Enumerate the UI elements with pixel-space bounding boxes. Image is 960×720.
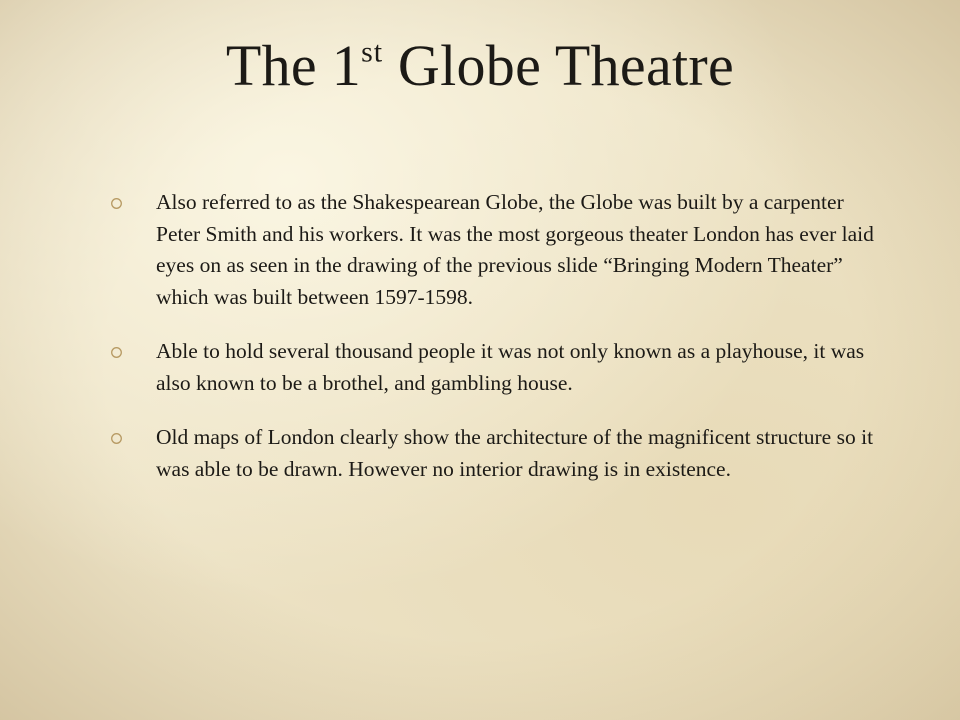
bullet-item	[0, 187, 960, 313]
bullet-item	[0, 422, 960, 485]
title-main: The 1	[225, 33, 362, 98]
circle-bullet-icon	[110, 346, 123, 359]
bullet-item	[0, 336, 960, 399]
slide-title	[0, 30, 960, 102]
bullet-text: Able to hold several thousand people it was not only known as a playhouse, it was also known to be a brothel, and gambling house.	[156, 339, 865, 395]
title-superscript: st	[361, 35, 384, 69]
bullet-text: Old maps of London clearly show the architecture of the magnificent structure so it was able to be drawn. However no interior drawing is in existence.	[156, 425, 874, 481]
bullet-list	[0, 187, 960, 508]
title-rest: Globe Theatre	[383, 33, 735, 98]
circle-bullet-icon	[110, 197, 123, 210]
bullet-text: Also referred to as the Shakespearean Globe, the Globe was built by a carpenter Peter Smith and his workers. It was the most gorgeous theater London has ever laid eyes on as seen in the drawing of the previous slide “Bringing Modern Theater” which was built between 1597-1598.	[156, 190, 874, 309]
circle-bullet-icon	[110, 432, 123, 445]
